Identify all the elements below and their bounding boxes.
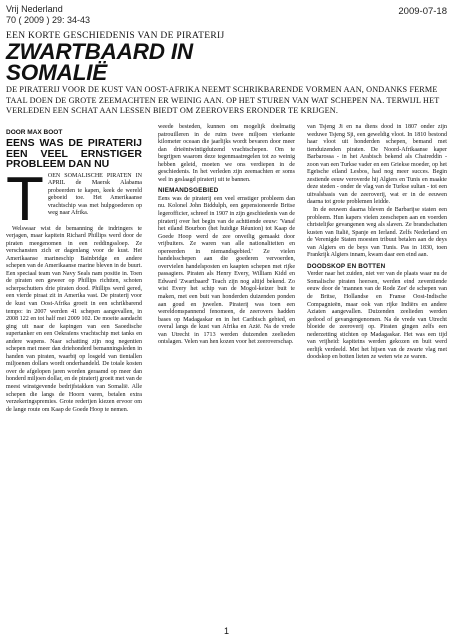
byline: DOOR MAX BOOT: [6, 129, 63, 136]
page-header: [6, 4, 447, 26]
body-paragraph: Eens was de piraterij een veel ernstiger probleem dan nu. Kolonel John Biddulph, een gepensioneerde Britse legerofficier, schreef in 1907 in zijn geschiedenis van de piraterij over het begin van de achttiende eeuw: 'Vanaf het eiland Bourbon (het huidige Réunion) tot Kaap de Goede Hoop werd de zee onveilig gemaakt door vrijbuiters. Ze waren van alle nationaliteiten en opereerden in niemandsgebied.' Ze vielen handelsschepen aan die goederen vervoerden, overvielen handelsposten en kaapten schepen met rijke passagiers. Piraten als Henry Every, William Kidd en Edward 'Zwartbaard' Teach zijn nog altijd bekend. Zo wist Every het schip van de Mogol-keizer buit te maken, met een buit van honderden duizenden ponden aan goud en juwelen. Piraterij was toen een wereldomspannend fenomeen, de zeerovers hadden bases op Madagaskar en in het Caribisch gebied, en overal langs de kust van Afrika en Azië. Na de vrede van Utrecht in 1713 werden duizenden zeelieden ontslagen. Velen van hen kozen voor het zeeroverschap.: [158, 195, 295, 346]
title-line-1: ZWARTBAARD IN: [6, 39, 193, 64]
publication-name: Vrij Nederland: [6, 4, 63, 14]
article-title: [6, 41, 446, 83]
body-paragraph: van Tsjeng Ji en na diens dood in 1807 onder zijn weduwe Tsjeng Sji, een geweldig vloot. In 1810 bestond haar vloot uit honderden schepen, bemand met tienduizenden piraten. De Noord-Afrikaanse kaper Barbarossa - in het Arabisch bekend als Chaireddin - zoon van een Turkse vader en een Griekse moeder, op het Egeïsche eiland Lesbos, had nog meer succes. Begin zestiende eeuw veroverde hij Algiers en Tunis en maakte deze steden - onder de vlag van de Turkse sultan - tot een uitvalsbasis van de zeeroverij, wat er in de eeuwen daarna tot grote problemen leidde.: [307, 124, 447, 206]
section-heading-doodskop: DOODSKOP EN BOTTEN: [307, 262, 386, 270]
body-paragraph: In de eeuwen daarna bleven de Barbarijse staten een probleem. Hun kapers vielen zeeschepen aan en voerden christelijke gevangenen weg als slaven. Ze brandschatten kusten van Italië, Spanje en Ierland. Zelfs Nederland en de Verenigde Staten moesten tribuut betalen aan de deys van Algiers en de beys van Tunis. Pas in 1830, toen Frankrijk Algiers innam, kwam daar een eind aan.: [307, 207, 447, 259]
article-intro: DE PIRATERIJ VOOR DE KUST VAN OOST-AFRIKA NEEMT SCHRIKBARENDE VORMEN AAN, ONDANKS FERME TAAL DOEN DE GROTE ZEEMACHTEN ER WEINIG AAN. OP HET STUREN VAN WAT SCHEPEN NA. TERWIJL HET VERLEDEN EEN SCHAT AAN LESSEN BIEDT OM ZEEROVERS ERONDER TE KRIJGEN.: [6, 85, 440, 115]
body-paragraph: Welswaar wist de bemanning de indringers te verjagen, maar kapitein Richard Phillips werd door de piraten meegenomen in een reddingssloep. Ze verschansten zich er dagenlang voor de kust. Het Amerikaanse marineschip Bainbridge en andere schepen van de Amerikaanse marine bleven in de buurt. Een speciaal team van Navy Seals nam positie in. Toen de piraten een geweer op Phillips richtten, schoten scherpschutters drie piraten dood. Phillips werd gered, een vierde piraat zit in Amerika vast. De piraterij voor de kust van Oost-Afrika groeit in een schrikbarend tempo: in 2007 werden 41 schepen aangevallen, in 2008 122 en tot half mei 2009 102. De moeite aandacht ging uit naar de kapingen van een Saoedische supertanker en een Oekraïens vrachtschip met tanks en andere wapens. Naar schatting zijn nog negentien schepen met meer dan driehonderd bemanningsleden in handen van piraten, waarbij op losgeld van tientallen miljoenen dollars wordt onderhandeld. De totale kosten over de afgelopen jaren worden geraamd op meer dan honderd miljoen dollar, en de piraterij groeit met van de meest winstgevende bedrijfstakken van Somalië. Alle schepen die langs de Hoorn varen, betalen extra verzekeringspremies. Grote rederijen kiezen ervoor om de lange route om Kaap de Goede Hoop te nemen.: [6, 225, 142, 413]
column-1: [6, 138, 142, 414]
page-number: 1: [223, 626, 229, 636]
lead-paragraph: [6, 173, 142, 226]
issue-reference: 70 ( 2009 ) 29: 34-43: [6, 15, 91, 25]
subheading: EENS WAS DE PIRATERIJ EEN VEEL ERNSTIGER PROBLEEM DAN NU: [6, 137, 142, 170]
lead-text: OEN SOMALISCHE PIRATEN IN APRIL de Maersk Alabama probeerden te kapen, keek de wereld geboeid toe. Het Amerikaanse vrachtschip was met hulpgoederen op weg naar Afrika.: [47, 172, 142, 217]
drop-cap: T: [6, 172, 44, 226]
body-paragraph: weede besteden, kunnen om mogelijk doelmatig patrouilleren in de ruim twee miljoen vierkante kilometer oceaan die jaarlijks wordt bevaren door meer dan drieëntwintigduizend vrachtschepen. Om te begrijpen waarom deze tegenmaatregelen tot zo weinig hebben geleid, moeten we ons verdiepen in de geschiedenis. In het verleden zijn zeemachten er soms wel in geslaagd piraterij uit te bannen.: [158, 124, 295, 183]
publication-date: 2009-07-18: [398, 6, 447, 17]
title-line-2: SOMALIË: [6, 60, 108, 85]
column-3: [307, 124, 447, 362]
article-kicker: EEN KORTE GESCHIEDENIS VAN DE PIRATERIJ: [6, 31, 225, 41]
body-paragraph: Verder naar het zuiden, niet ver van de plaats waar nu de Somalische piraten heersen, werden eind zeventiende eeuw door de 'mannen van de Rode Zee' de schepen van de Britse, Hollandse en Franse Oost-Indische Compagnieën, maar ook van rijke Indiërs en andere Aziaten aangevallen. Duizenden zeelieden werden gedood of gevangengenomen. Na de vrede van Utrecht bloeide de zeeroverij op. Piraten gingen zelfs een nederzetting stichten op Madagaskar. Het was een tijd van vrijheid: kapiteins werden gekozen en buit werd eerlijk verdeeld. Met het hijsen van de zwarte vlag met doodskop en botten lieten ze weten wie ze waren.: [307, 271, 447, 361]
column-2: [158, 124, 295, 347]
section-heading-niemandsgebied: NIEMANDSGEBIED: [158, 187, 219, 195]
